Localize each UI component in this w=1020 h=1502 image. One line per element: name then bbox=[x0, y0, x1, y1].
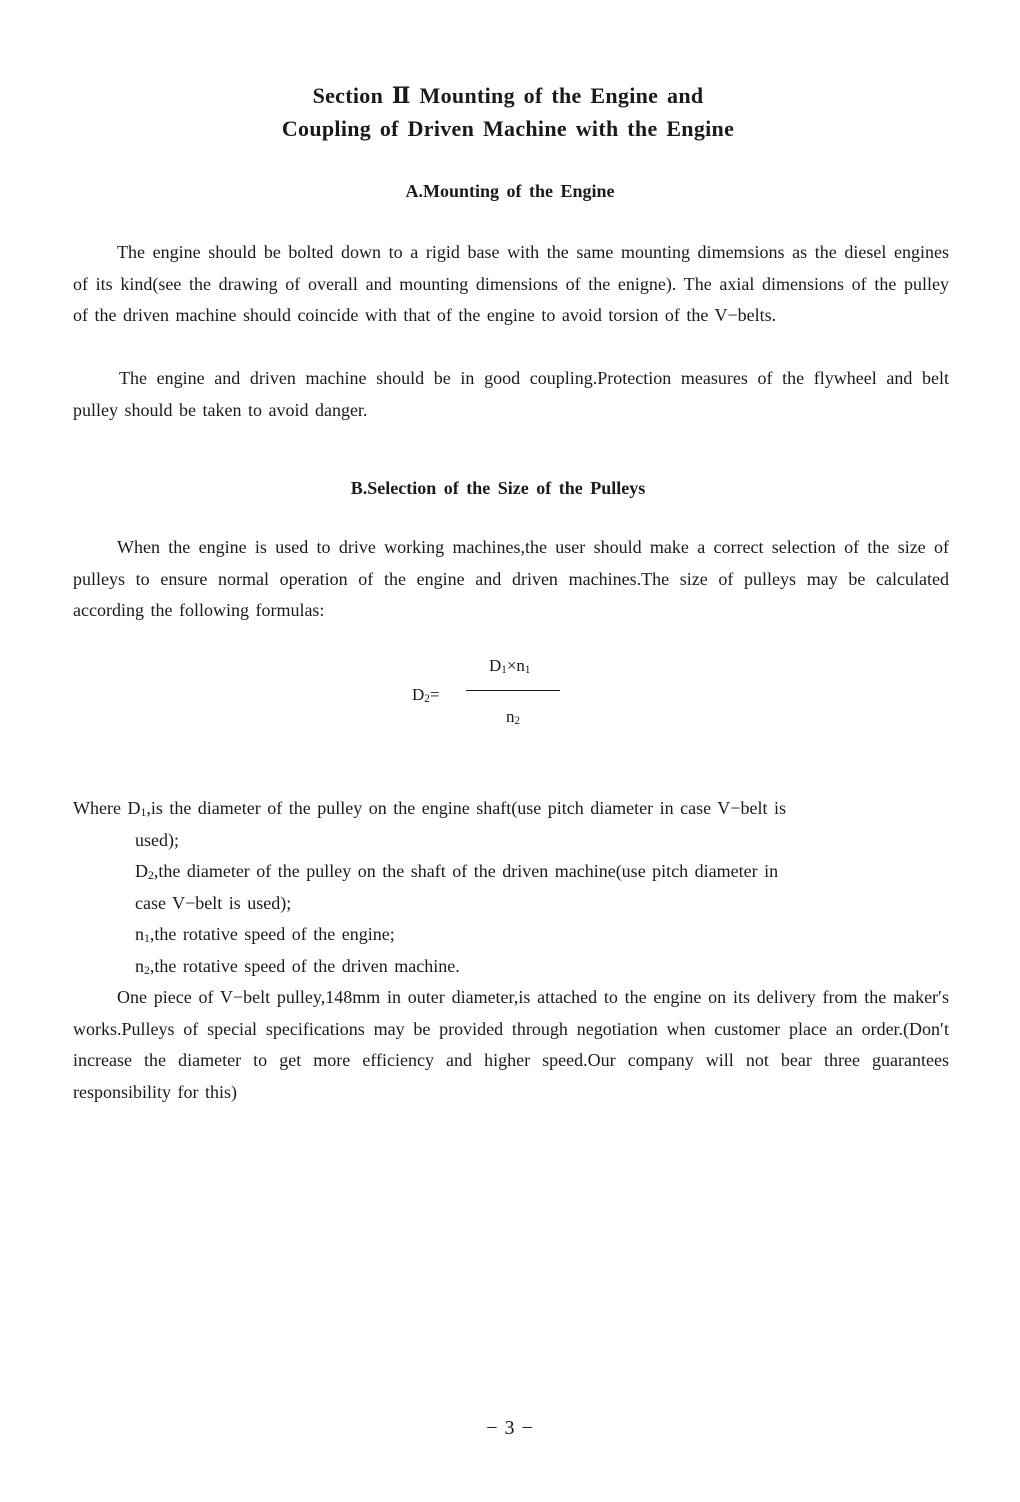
formula-num-d-sub: 1 bbox=[501, 664, 507, 676]
n1-text: ,the rotative speed of the engine; bbox=[149, 924, 395, 945]
formula-lhs-sub: 2 bbox=[424, 693, 430, 705]
paragraph-mounting-base: The engine should be bolted down to a rigid base with the same mounting dimemsions as the diesel engines of its kind(see the drawing of overall and mounting dimensions of the enigne). The axial dimensions of the pulley of the driven machine should coincide with that of the engine to avoid torsion of the V−belts. bbox=[73, 242, 949, 326]
formula-den-n: n bbox=[506, 707, 515, 726]
definition-n1 bbox=[73, 919, 949, 951]
formula-num-d: D bbox=[489, 656, 502, 675]
definition-d2-line1 bbox=[73, 856, 949, 888]
paragraph-delivered-pulley: One piece of V−belt pulley,148mm in outer diameter,is attached to the engine on its delivery from the maker′s works.Pulleys of special specifications may be provided through negotiation when customer place an order.(Don′t increase the diameter to get more efficiency and higher speed.Our company will not bear three guarantees responsibility for this) bbox=[73, 987, 949, 1102]
d1-text-line1: ,is the diameter of the pulley on the engine shaft(use pitch diameter in case V−belt is bbox=[146, 798, 786, 818]
formula-numerator bbox=[489, 656, 530, 676]
definition-n2 bbox=[73, 951, 949, 983]
formula-den-sub: 2 bbox=[514, 715, 521, 727]
paragraph-pulley-selection: When the engine is used to drive working machines,the user should make a correct selection of the size of pulleys to ensure normal operation of the engine and driven machines.The size of pulleys may be calculated according the following formulas: bbox=[73, 537, 949, 621]
where-label: Where bbox=[73, 798, 128, 818]
d2-symbol: D bbox=[135, 861, 148, 882]
definition-d2-line2: case V−belt is used); bbox=[135, 892, 292, 913]
formula-times: × bbox=[506, 656, 517, 675]
n1-subscript: 1 bbox=[144, 932, 150, 946]
page-number: − 3 − bbox=[486, 1417, 534, 1439]
d1-subscript: 1 bbox=[140, 806, 147, 819]
n2-subscript: 2 bbox=[144, 963, 150, 977]
section-title-line2: Coupling of Driven Machine with the Engine bbox=[281, 116, 735, 141]
n1-symbol: n bbox=[135, 924, 144, 945]
formula-lhs-d: D bbox=[412, 685, 425, 704]
formula-num-n: n bbox=[516, 656, 525, 675]
heading-mounting-of-engine: A.Mounting of the Engine bbox=[405, 181, 615, 201]
heading-selection-of-pulleys: B.Selection of the Size of the Pulleys bbox=[350, 478, 646, 498]
paragraph-coupling-protection: The engine and driven machine should be in good coupling.Protection measures of the flywheel and belt pulley should be taken to avoid danger. bbox=[73, 368, 949, 420]
formula-fraction-bar bbox=[466, 690, 560, 691]
formula-equals: = bbox=[429, 685, 440, 704]
n2-text: ,the rotative speed of the driven machine. bbox=[149, 955, 460, 976]
formula-num-n-sub: 1 bbox=[524, 664, 531, 676]
n2-symbol: n bbox=[135, 955, 144, 976]
formula-lhs bbox=[412, 685, 439, 705]
d1-symbol: D bbox=[127, 798, 141, 818]
formula-denominator bbox=[506, 707, 520, 727]
formula-variable-definitions bbox=[73, 793, 949, 983]
section-title-line1: Section Ⅱ Mounting of the Engine and bbox=[312, 83, 704, 108]
definition-d1-line1 bbox=[73, 793, 949, 825]
definition-d1-line2: used); bbox=[135, 829, 179, 850]
d2-subscript: 2 bbox=[148, 869, 154, 883]
d2-text-line1: ,the diameter of the pulley on the shaft of the driven machine(use pitch diameter in bbox=[153, 861, 779, 882]
